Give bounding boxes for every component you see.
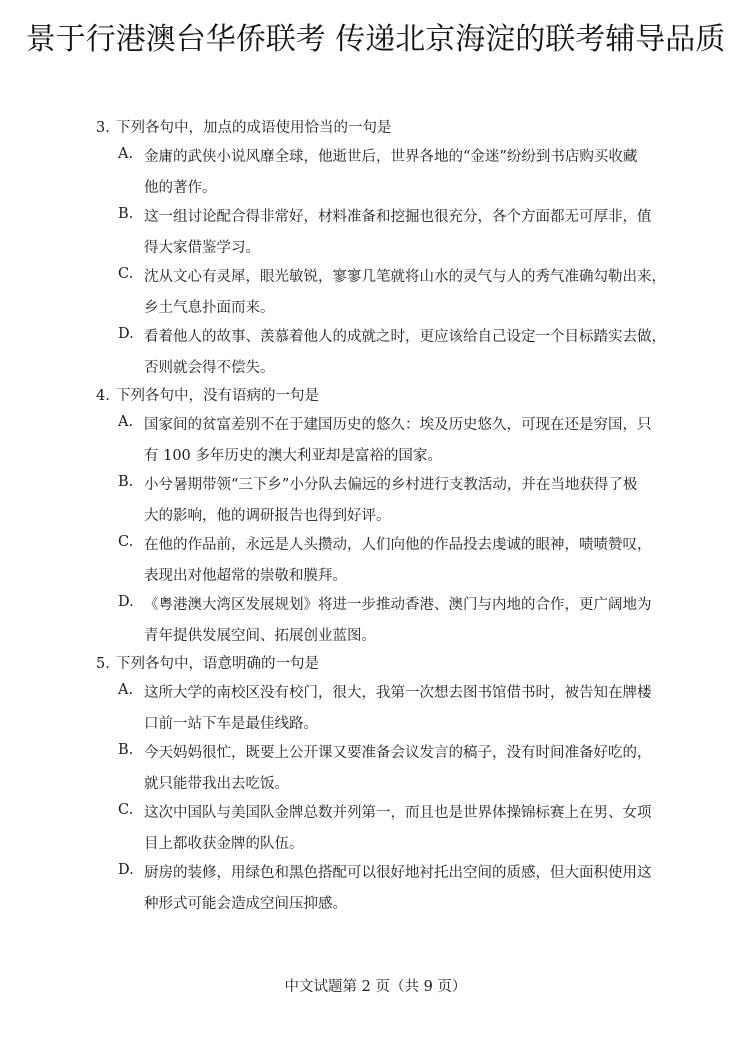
option-line: 就只能带我出去吃饭。: [144, 776, 289, 792]
option-letter: B.: [118, 206, 134, 222]
page-footer: 中文试题第 2 页（共 9 页）: [284, 979, 467, 995]
option-line: 种形式可能会造成空间压抑感。: [144, 896, 347, 912]
option-c: [96, 802, 666, 855]
option-letter: D.: [118, 862, 134, 878]
option-letter: B.: [118, 742, 134, 758]
option-c: [96, 266, 666, 319]
option-letter: C.: [118, 802, 134, 818]
option-line: 大的影响，他的调研报告也得到好评。: [144, 508, 391, 524]
option-a: [96, 146, 666, 199]
question-stem: [96, 118, 666, 138]
option-letter: C.: [118, 534, 134, 550]
option-letter: C.: [118, 266, 134, 282]
option-line: 得大家借鉴学习。: [144, 240, 260, 256]
option-line: 厨房的装修，用绿色和黑色搭配可以很好地衬托出空间的质感，但大面积使用这: [144, 865, 652, 881]
option-line: 在他的作品前，永远是人头攒动，人们向他的作品投去虔诚的眼神，啧啧赞叹，: [144, 537, 652, 553]
option-letter: A.: [118, 414, 134, 430]
option-letter: D.: [118, 594, 134, 610]
option-d: [96, 862, 666, 915]
option-letter: D.: [118, 326, 134, 342]
question-5: [96, 654, 666, 915]
option-line: 青年提供发展空间、拓展创业蓝图。: [144, 628, 376, 644]
question-number: 4.: [96, 388, 110, 404]
option-line: 金庸的武侠小说风靡全球，他逝世后，世界各地的“金迷”纷纷到书店购买收藏: [144, 149, 638, 165]
option-b: [96, 742, 666, 795]
option-b: [96, 474, 666, 527]
option-letter: B.: [118, 474, 134, 490]
option-line: 这一组讨论配合得非常好，材料准备和挖掘也很充分，各个方面都无可厚非，值: [144, 209, 652, 225]
option-letter: A.: [118, 682, 134, 698]
option-line: 目上都收获金牌的队伍。: [144, 836, 304, 852]
questions-container: [96, 118, 666, 922]
option-letter: A.: [118, 146, 134, 162]
option-a: [96, 414, 666, 467]
option-line: 乡土气息扑面而来。: [144, 300, 275, 316]
question-number: 3.: [96, 120, 110, 136]
header-banner: 景于行港澳台华侨联考 传递北京海淀的联考辅导品质: [25, 22, 726, 57]
option-line: 《粤港澳大湾区发展规划》将进一步推动香港、澳门与内地的合作，更广阔地为: [144, 597, 652, 613]
option-line: 看着他人的故事、羡慕着他人的成就之时，更应该给自己设定一个目标踏实去做，: [144, 329, 666, 345]
option-line: 他的著作。: [144, 180, 217, 196]
option-line: 有 100 多年历史的澳大利亚却是富裕的国家。: [144, 448, 442, 464]
option-line: 表现出对他超常的崇敬和膜拜。: [144, 568, 347, 584]
question-stem: [96, 654, 666, 674]
option-line: 这所大学的南校区没有校门，很大，我第一次想去图书馆借书时，被告知在牌楼: [144, 685, 652, 701]
option-line: 否则就会得不偿失。: [144, 360, 275, 376]
option-d: [96, 326, 666, 379]
question-text: 下列各句中，没有语病的一句是: [116, 388, 319, 404]
question-text: 下列各句中，语意明确的一句是: [116, 656, 319, 672]
question-3: [96, 118, 666, 379]
question-4: [96, 386, 666, 647]
question-text: 下列各句中，加点的成语使用恰当的一句是: [116, 120, 392, 136]
question-number: 5.: [96, 656, 110, 672]
option-line: 今天妈妈很忙，既要上公开课又要准备会议发言的稿子，没有时间准备好吃的，: [144, 745, 652, 761]
option-line: 这次中国队与美国队金牌总数并列第一，而且也是世界体操锦标赛上在男、女项: [144, 805, 652, 821]
option-line: 小兮暑期带领“三下乡”小分队去偏远的乡村进行支教活动，并在当地获得了极: [144, 477, 638, 493]
option-line: 国家间的贫富差别不在于建国历史的悠久：埃及历史悠久，可现在还是穷国，只: [144, 417, 652, 433]
option-line: 沈从文心有灵犀，眼光敏锐，寥寥几笔就将山水的灵气与人的秀气准确勾勒出来，: [144, 269, 666, 285]
option-line: 口前一站下车是最佳线路。: [144, 716, 318, 732]
option-b: [96, 206, 666, 259]
option-d: [96, 594, 666, 647]
option-c: [96, 534, 666, 587]
question-stem: [96, 386, 666, 406]
option-a: [96, 682, 666, 735]
